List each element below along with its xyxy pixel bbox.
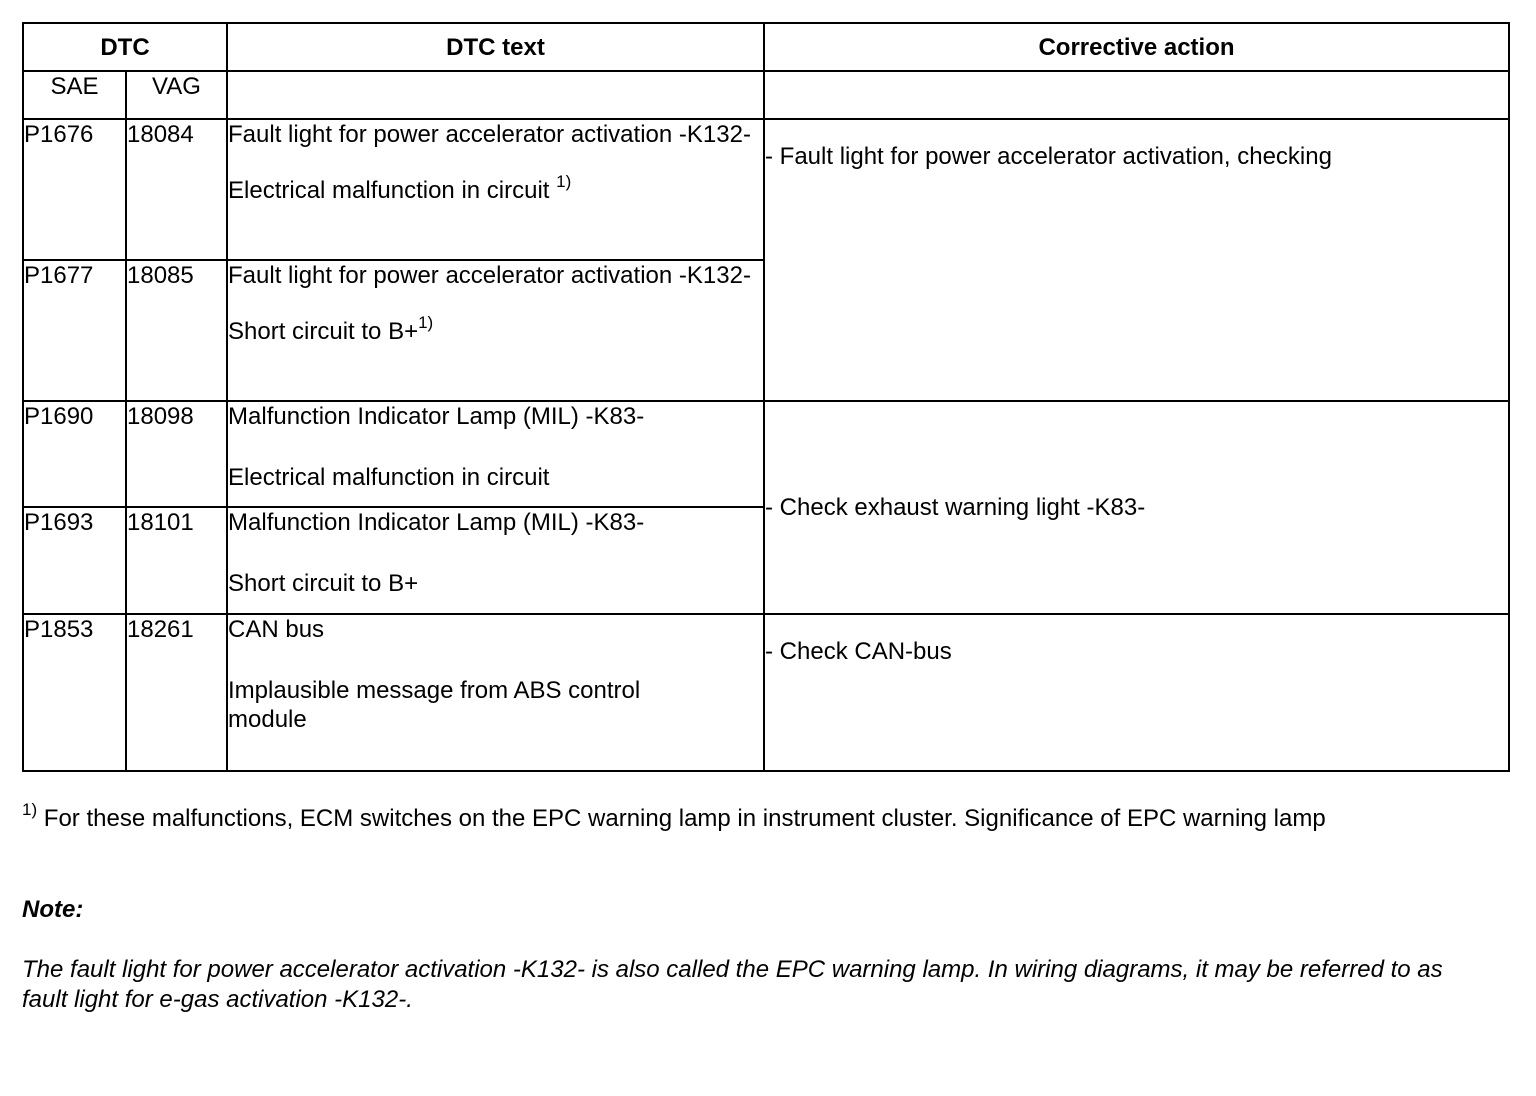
dtc-text-cell	[227, 614, 764, 771]
dtc-text-line2-wrap	[228, 313, 763, 346]
dtc-table	[22, 22, 1510, 772]
sae-code: P1853	[23, 614, 126, 771]
note-title: Note:	[22, 896, 84, 923]
dtc-text-cell	[227, 401, 764, 507]
sae-code: P1693	[23, 507, 126, 614]
header-corrective-action: Corrective action	[764, 23, 1509, 71]
footnote-mark: 1)	[418, 313, 434, 332]
dtc-text-line2-wrap	[228, 172, 763, 205]
vag-code: 18098	[126, 401, 227, 507]
subheader-empty-action	[764, 71, 1509, 119]
subheader-empty-text	[227, 71, 764, 119]
vag-code: 18101	[126, 507, 227, 614]
corrective-action-cell	[764, 614, 1509, 771]
dtc-text-line1: Fault light for power accelerator activation -K132-	[228, 262, 751, 289]
header-row	[23, 23, 1509, 71]
dtc-text-cell	[227, 119, 764, 260]
sae-code: P1677	[23, 260, 126, 401]
dtc-text-line1: CAN bus	[228, 616, 325, 643]
footnote	[22, 800, 1326, 833]
table-row	[23, 119, 1509, 260]
corrective-action-text: - Fault light for power accelerator activation, checking	[765, 143, 1332, 170]
corrective-action-text: - Check CAN-bus	[765, 638, 952, 665]
header-dtc: DTC	[23, 23, 227, 71]
table-row	[23, 401, 1509, 507]
vag-code: 18085	[126, 260, 227, 401]
note-text: The fault light for power accelerator activation -K132- is also called the EPC warning lamp. In wiring diagrams, it may be referred to as fault light for e-gas activation -K132-.	[22, 956, 1443, 1013]
dtc-text-line1: Malfunction Indicator Lamp (MIL) -K83-	[228, 403, 645, 430]
footnote-mark: 1)	[22, 800, 38, 819]
dtc-text-line2: Implausible message from ABS control module	[228, 677, 641, 733]
corrective-action-cell	[764, 401, 1509, 614]
header-dtc-text: DTC text	[227, 23, 764, 71]
dtc-text-line1: Fault light for power accelerator activation -K132-	[228, 121, 751, 148]
dtc-text-line2: Electrical malfunction in circuit	[228, 464, 550, 491]
table-row	[23, 614, 1509, 771]
subheader-row	[23, 71, 1509, 119]
dtc-text-cell	[227, 260, 764, 401]
footnote-text: For these malfunctions, ECM switches on the EPC warning lamp in instrument cluster. Significance of EPC warning lamp	[43, 805, 1326, 832]
corrective-action-cell	[764, 119, 1509, 401]
dtc-text-line2: Short circuit to B+	[228, 570, 419, 597]
sae-code: P1676	[23, 119, 126, 260]
sae-code: P1690	[23, 401, 126, 507]
dtc-text-line2: Short circuit to B+	[228, 318, 419, 345]
dtc-text-cell	[227, 507, 764, 614]
footnote-mark: 1)	[556, 172, 572, 191]
subheader-sae: SAE	[23, 71, 126, 119]
dtc-text-line1: Malfunction Indicator Lamp (MIL) -K83-	[228, 509, 645, 536]
subheader-vag: VAG	[126, 71, 227, 119]
vag-code: 18084	[126, 119, 227, 260]
corrective-action-text: - Check exhaust warning light -K83-	[765, 494, 1146, 521]
dtc-text-line2: Electrical malfunction in circuit	[228, 177, 550, 204]
vag-code: 18261	[126, 614, 227, 771]
